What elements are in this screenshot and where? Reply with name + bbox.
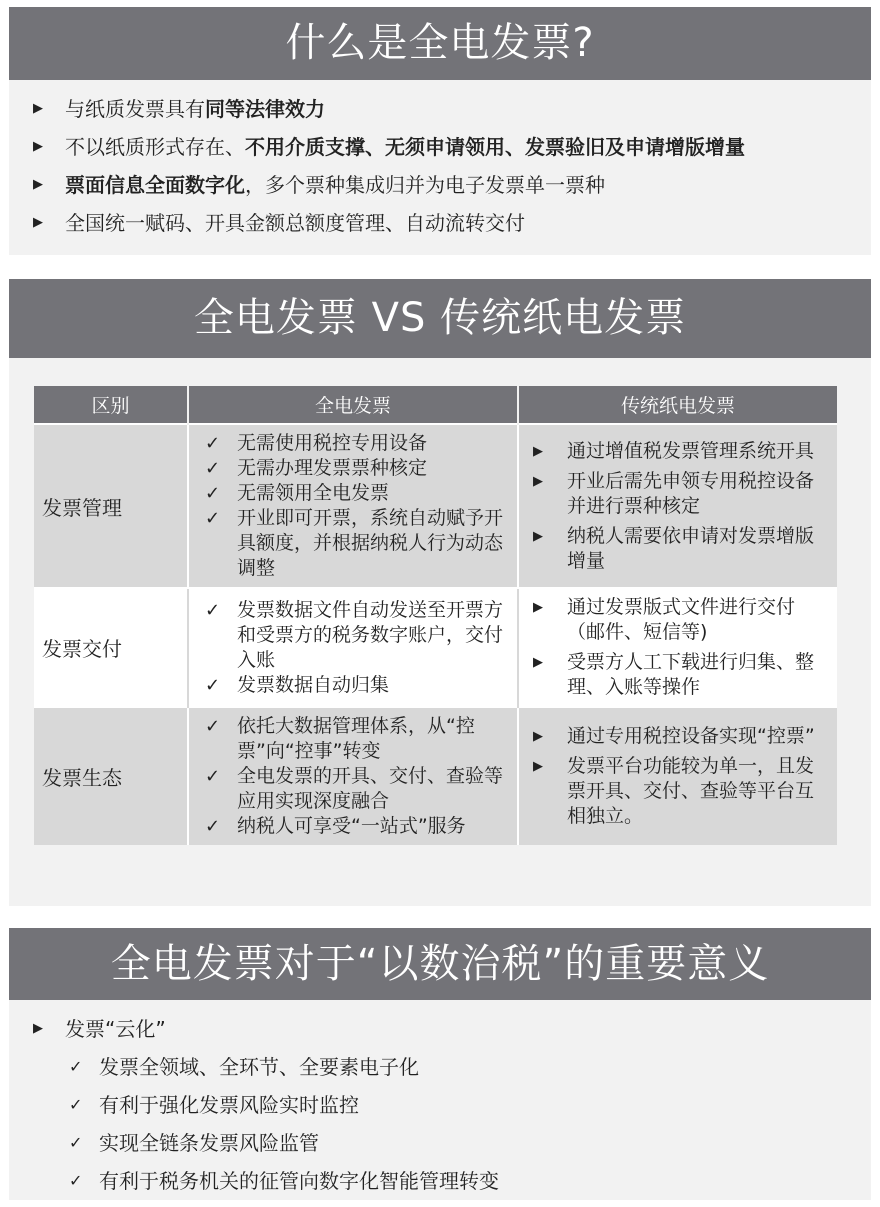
full-digital-cell xyxy=(188,707,518,845)
bullet-arrow-icon: ▶ xyxy=(33,101,43,116)
bullet-arrow-icon: ▶ xyxy=(533,473,543,489)
list-item xyxy=(519,650,837,700)
list-item xyxy=(9,1086,871,1124)
bold-text: 不用介质支撑、无须申请领用、发票验旧及申请增版增量 xyxy=(245,135,745,159)
item-text: 依托大数据管理体系，从“控票”向“控事”转变 xyxy=(237,715,475,762)
item-text: 发票平台功能较为单一，且发票开具、交付、查验等平台互相独立。 xyxy=(567,755,815,827)
item-text: ，多个票种集成归并为电子发票单一票种 xyxy=(245,173,605,197)
item-text: 开业后需先申领专用税控设备并进行票种核定 xyxy=(567,469,815,517)
item-text: 实现全链条发票风险监管 xyxy=(99,1131,319,1155)
item-text: 发票数据文件自动发送至开票方和受票方的税务数字账户，交付入账 xyxy=(237,598,504,671)
header-traditional: 传统纸电发票 xyxy=(518,386,837,424)
item-text: 开业即可开票，系统自动赋予开具额度，并根据纳税人行为动态调整 xyxy=(237,507,504,579)
item-text: 全国统一赋码、开具金额总额度管理、自动流转交付 xyxy=(65,211,525,235)
check-icon: ✓ xyxy=(205,674,221,696)
item-text: 有利于税务机关的征管向数字化智能管理转变 xyxy=(99,1169,499,1193)
item-text: 不以纸质形式存在、 xyxy=(65,135,245,159)
bullet-arrow-icon: ▶ xyxy=(33,215,43,230)
check-icon: ✓ xyxy=(69,1057,83,1076)
list-item xyxy=(189,481,517,506)
check-icon: ✓ xyxy=(205,458,221,479)
section-title: 什么是全电发票? xyxy=(9,7,871,80)
cell-list xyxy=(519,718,837,835)
section-what-is xyxy=(9,7,871,255)
item-text: 通过专用税控设备实现“控票” xyxy=(567,725,815,747)
row-label: 发票生态 xyxy=(34,707,188,845)
check-icon: ✓ xyxy=(205,433,221,454)
section-comparison xyxy=(9,279,871,906)
header-difference: 区别 xyxy=(34,386,188,424)
list-item xyxy=(189,814,517,839)
list-item xyxy=(189,456,517,481)
list-item xyxy=(519,469,837,519)
item-text: 有利于强化发票风险实时监控 xyxy=(99,1093,359,1117)
list-item xyxy=(9,90,871,128)
cell-list xyxy=(189,592,517,704)
list-item xyxy=(519,724,837,749)
traditional-cell xyxy=(518,424,837,588)
item-text: 无需领用全电发票 xyxy=(237,482,390,504)
comparison-table xyxy=(34,386,837,845)
bullet-arrow-icon: ▶ xyxy=(533,600,543,615)
list-item xyxy=(9,1010,871,1048)
bold-text: 同等法律效力 xyxy=(205,97,325,121)
item-text: 与纸质发票具有 xyxy=(65,97,205,121)
section-title: 全电发票对于“以数治税”的重要意义 xyxy=(9,928,871,1000)
list-item xyxy=(9,166,871,204)
table-row xyxy=(34,424,837,588)
significance-list xyxy=(9,1000,871,1048)
table-header-row xyxy=(34,386,837,424)
check-icon: ✓ xyxy=(205,599,221,621)
bullet-arrow-icon: ▶ xyxy=(533,443,543,459)
item-text: 发票全领域、全环节、全要素电子化 xyxy=(99,1055,419,1079)
check-icon: ✓ xyxy=(69,1171,83,1190)
list-item xyxy=(9,128,871,166)
list-item xyxy=(189,673,517,698)
item-text: 通过发票版式文件进行交付（邮件、短信等) xyxy=(567,596,796,643)
list-item xyxy=(519,754,837,829)
list-item xyxy=(9,1048,871,1086)
feature-list xyxy=(9,80,871,242)
check-icon: ✓ xyxy=(205,816,221,837)
bullet-arrow-icon: ▶ xyxy=(533,528,543,544)
row-label: 发票管理 xyxy=(34,424,188,588)
bullet-arrow-icon: ▶ xyxy=(533,655,543,670)
check-icon: ✓ xyxy=(205,766,221,787)
item-text: 全电发票的开具、交付、查验等应用实现深度融合 xyxy=(237,765,504,812)
list-item xyxy=(189,506,517,581)
list-item xyxy=(519,524,837,574)
section-significance xyxy=(9,928,871,1200)
traditional-cell xyxy=(518,588,837,707)
item-text: 受票方人工下载进行归集、整理、入账等操作 xyxy=(567,651,815,698)
item-text: 通过增值税发票管理系统开具 xyxy=(567,439,815,462)
cell-list xyxy=(189,708,517,845)
list-item xyxy=(519,439,837,464)
header-full-digital: 全电发票 xyxy=(188,386,518,424)
check-icon: ✓ xyxy=(205,508,221,529)
bullet-arrow-icon: ▶ xyxy=(33,177,43,192)
cell-list xyxy=(519,589,837,706)
item-text: 发票数据自动归集 xyxy=(237,673,390,696)
full-digital-cell xyxy=(188,588,518,707)
bold-text: 票面信息全面数字化 xyxy=(65,173,245,197)
check-icon: ✓ xyxy=(205,483,221,504)
significance-sublist xyxy=(9,1048,871,1200)
bullet-arrow-icon: ▶ xyxy=(33,1021,43,1036)
section-title: 全电发票 VS 传统纸电发票 xyxy=(9,279,871,358)
table-row xyxy=(34,588,837,707)
table-row xyxy=(34,707,837,845)
list-item xyxy=(9,204,871,242)
item-text: 无需使用税控专用设备 xyxy=(237,432,428,454)
cell-list xyxy=(189,425,517,587)
list-item xyxy=(189,598,517,673)
row-label: 发票交付 xyxy=(34,588,188,707)
list-item xyxy=(189,714,517,764)
traditional-cell xyxy=(518,707,837,845)
bullet-arrow-icon: ▶ xyxy=(533,729,543,744)
item-text: 无需办理发票票种核定 xyxy=(237,457,428,479)
list-item xyxy=(189,431,517,456)
full-digital-cell xyxy=(188,424,518,588)
cell-list xyxy=(519,433,837,580)
bullet-arrow-icon: ▶ xyxy=(533,759,543,774)
list-item xyxy=(9,1162,871,1200)
list-item xyxy=(519,595,837,645)
item-text: 发票“云化” xyxy=(65,1017,166,1041)
item-text: 纳税人需要依申请对发票增版增量 xyxy=(567,524,815,572)
list-item xyxy=(9,1124,871,1162)
list-item xyxy=(189,764,517,814)
bullet-arrow-icon: ▶ xyxy=(33,139,43,154)
item-text: 纳税人可享受“一站式”服务 xyxy=(237,815,466,837)
check-icon: ✓ xyxy=(69,1095,83,1114)
check-icon: ✓ xyxy=(69,1133,83,1152)
check-icon: ✓ xyxy=(205,716,221,737)
